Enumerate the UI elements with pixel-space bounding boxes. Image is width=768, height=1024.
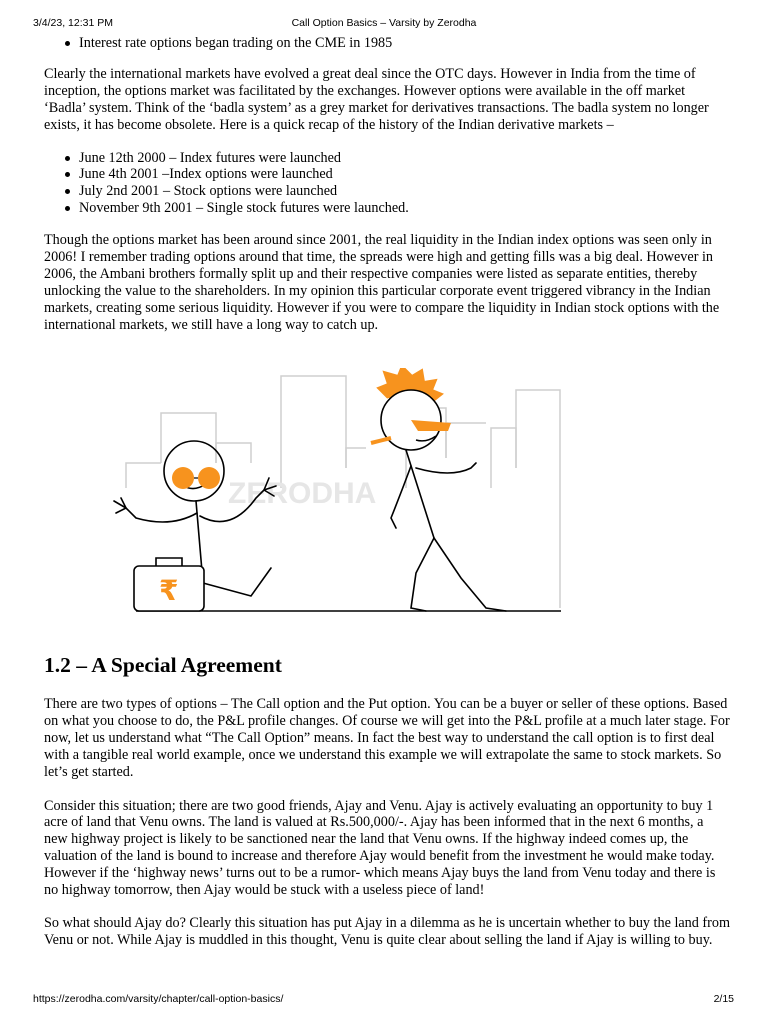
cartoon-svg [66,368,566,618]
cigarette-icon [371,438,391,443]
print-footer [0,993,768,1007]
person-ajay [371,368,506,611]
print-page-number: 2/15 [713,993,734,1005]
article-body-bottom [44,696,730,949]
article-body-top [44,35,730,334]
list-item: Interest rate options began trading on the CME in 1985 [44,35,730,52]
paragraph-liquidity: Though the options market has been around since 2001, the real liquidity in the Indian index options was seen only in 2006! I remember trading options around that time, the spreads were high and getting fills was a big deal. However in 2006, the Ambani brothers formally split up and their respective companies were listed as separate entities, thereby unlocking the value to the shareholders. In my opinion this particular corporate event triggered vibrancy in the Indian markets, creating some serious liquidity. However if you were to compare the liquidity in Indian stock options with the international markets, we still have a long way to catch up. [44,232,720,333]
cartoon-illustration [66,368,566,618]
paragraph-dilemma: So what should Ajay do? Clearly this situation has put Ajay in a dilemma as he is uncertain whether to buy the land from Venu or not. While Ajay is muddled in this thought, Venu is quite clear about selling the land if Ajay is willing to buy. [44,914,730,948]
suitcase-icon [134,558,204,611]
print-datetime: 3/4/23, 12:31 PM [33,17,113,29]
paragraph-ajay-venu: Consider this situation; there are two good friends, Ajay and Venu. Ajay is actively evaluating an opportunity to buy 1 acre of land that Venu owns. The land is valued at Rs.500,000/-. Ajay has been informed that in the next 6 months, a new highway project is likely to be sanctioned near the land that Venu owns. If the highway indeed comes up, the valuation of the land is bound to increase and therefore Ajay would benefit from the investment he would make today. However if the ‘highway news’ turns out to be a rumor- which means Ajay buys the land from Venu today and there is no highway tomorrow, then Ajay would be stuck with a useless piece of land! [44,797,716,899]
paragraph-badla: Clearly the international markets have evolved a great deal since the OTC days. However in India from the time of inception, the options market was facilitated by the exchanges. However options were available in the off market ‘Badla’ system. Think of the ‘badla system’ as a grey market for derivatives transactions. The badla system no longer exists, it has become obsolete. Here is a quick recap of the history of the Indian derivative markets – [44,65,709,133]
list-item: June 12th 2000 – Index futures were launched [44,150,730,167]
watermark-text: ZERODHA [228,477,377,510]
print-header [0,17,768,31]
history-list [44,150,730,218]
rupee-symbol: ₹ [159,574,179,607]
list-item: July 2nd 2001 – Stock options were launched [44,183,730,200]
sunglasses-icon [172,467,220,489]
list-item: June 4th 2001 –Index options were launched [44,166,730,183]
print-url: https://zerodha.com/varsity/chapter/call-option-basics/ [33,993,284,1005]
list-item: November 9th 2001 – Single stock futures were launched. [44,200,730,217]
print-page-title: Call Option Basics – Varsity by Zerodha [291,17,477,29]
intro-bullet-list [44,35,730,52]
section-heading: 1.2 – A Special Agreement [44,653,282,677]
paragraph-call-put: There are two types of options – The Call option and the Put option. You can be a buyer or seller of these options. Based on what you choose to do, the P&L profile changes. Of course we will get into the P&L profile at a much later stage. For now, let us understand what “The Call Option” means. In fact the best way to understand the call option is to first deal with a tangible real world example, once we understand this example we will extrapolate the same to stock markets. So let’s get started. [44,696,730,780]
